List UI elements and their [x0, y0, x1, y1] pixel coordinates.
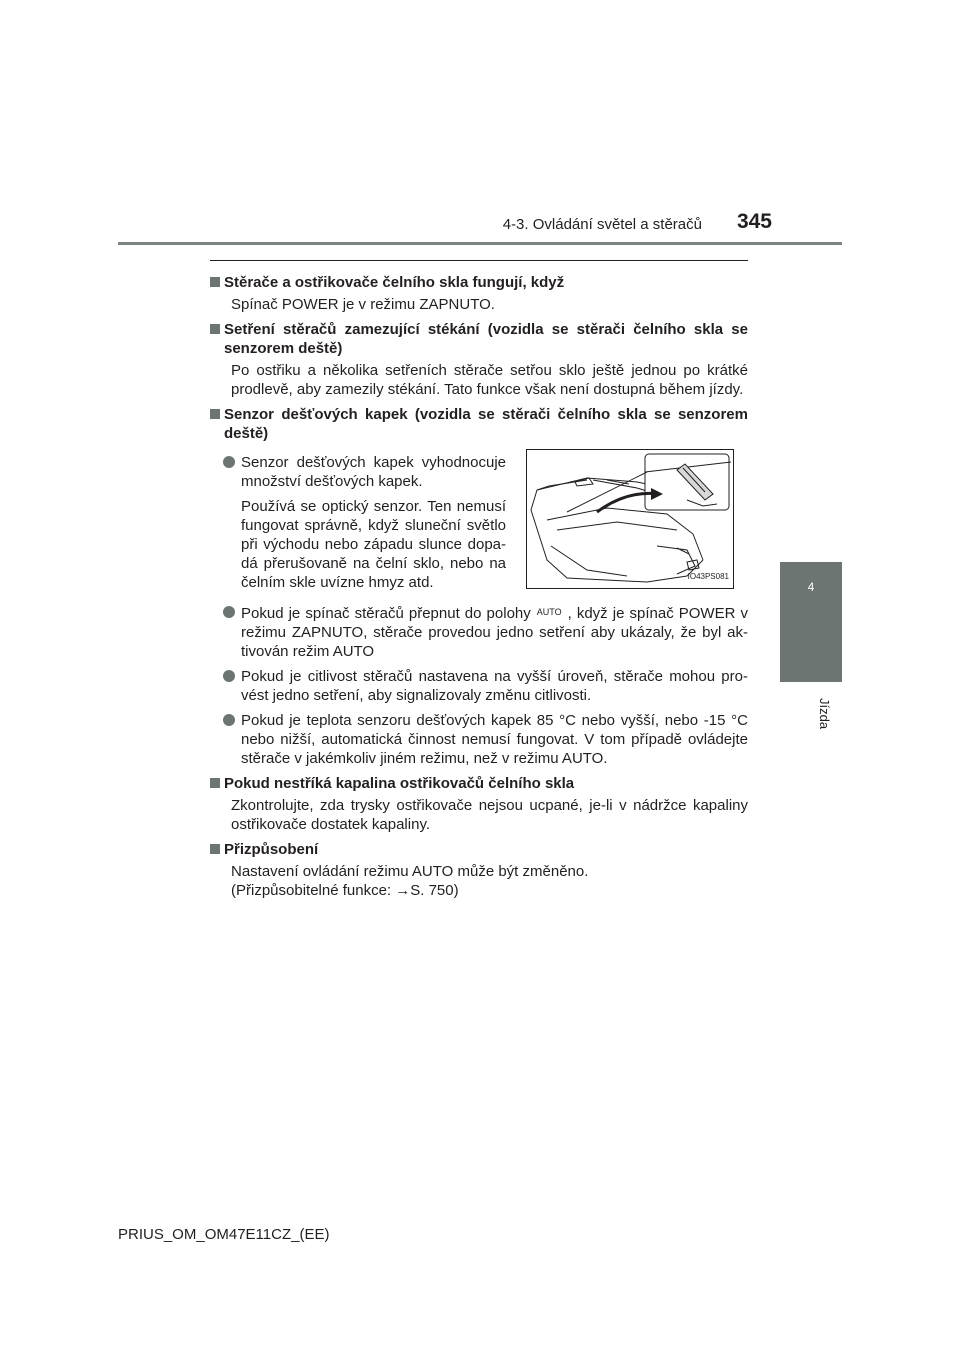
document-id: PRIUS_OM_OM47E11CZ_(EE)	[118, 1226, 330, 1243]
rain-sensor-illustration	[526, 449, 734, 589]
bullet-item: Pokud je teplota senzoru dešťových kapek 85 °C nebo vyšší, nebo -15 °C nebo nižší, automatická činnost nemusí fungovat. V tom případě ovládejte stěrače v jakémkoliv jiném režimu, než v režimu AUTO.	[210, 711, 748, 768]
section-title: 4-3. Ovládání světel a stěračů	[502, 216, 702, 233]
section-body: Zkontrolujte, zda trysky ostřikovače nejsou ucpané, je-li v nádržce kapaliny ostřikovače dostatek kapaliny.	[231, 797, 748, 833]
section-heading: Senzor dešťových kapek (vozidla se stěrači čelního skla se senzorem deště)	[210, 405, 748, 443]
square-bullet-icon	[210, 324, 220, 334]
page-number: 345	[736, 210, 772, 233]
auto-mode-icon: AUTO	[536, 607, 562, 617]
chapter-label: Jízda	[817, 698, 832, 730]
content-top-rule	[210, 260, 748, 261]
round-bullet-icon	[223, 456, 235, 468]
figure-row	[210, 447, 748, 597]
section-body: Nastavení ovládání režimu AUTO může být změněno.	[231, 863, 589, 880]
bullet-item: Senzor dešťových kapek vyhodnocuje množství dešťových kapek.	[210, 453, 506, 491]
square-bullet-icon	[210, 778, 220, 788]
bullet-item: Pokud je spínač stěračů přepnut do polohy AUTO , když je spínač POWER v režimu ZAPNUTO, stěrače provedou jedno setření aby ukázaly, že byl ak-tivován režim AUTO	[210, 603, 748, 661]
round-bullet-icon	[223, 606, 235, 618]
chapter-label-box	[792, 698, 832, 758]
section-heading: Stěrače a ostřikovače čelního skla fungují, když	[210, 273, 748, 292]
page-content	[210, 267, 748, 900]
square-bullet-icon	[210, 277, 220, 287]
section-body: Spínač POWER je v režimu ZAPNUTO.	[231, 296, 495, 313]
square-bullet-icon	[210, 409, 220, 419]
round-bullet-icon	[223, 714, 235, 726]
round-bullet-icon	[223, 670, 235, 682]
section-heading: Pokud nestříká kapalina ostřikovačů čelního skla	[210, 774, 748, 793]
section-heading: Setření stěračů zamezující stékání (vozidla se stěrači čelního skla se senzorem deště)	[210, 320, 748, 358]
figure-code: IO43PS081	[687, 572, 729, 581]
chapter-tab	[780, 562, 842, 682]
section-body: Po ostřiku a několika setřeních stěrače setřou sklo ještě jednou po krátké prodlevě, aby zamezily stékání. Tato funkce však není dostupná během jízdy.	[231, 362, 748, 398]
figure-text	[210, 447, 506, 592]
square-bullet-icon	[210, 844, 220, 854]
section-heading: Přizpůsobení	[210, 840, 748, 859]
bullet-item: Pokud je citlivost stěračů nastavena na vyšší úroveň, stěrače mohou pro-vést jedno setření, aby signalizovaly změnu citlivosti.	[210, 667, 748, 705]
section-body: (Přizpůsobitelné funkce: →S. 750)	[231, 882, 459, 899]
chapter-number: 4	[807, 580, 815, 594]
bullet-continuation: Používá se optický senzor. Ten nemusí fungovat správně, když sluneční světlo při východu nebo západu slunce dopa-dá přerušovaně na čelní sklo, nebo na čelním skle uvízne hmyz atd.	[241, 498, 506, 591]
header-rule	[118, 242, 842, 245]
